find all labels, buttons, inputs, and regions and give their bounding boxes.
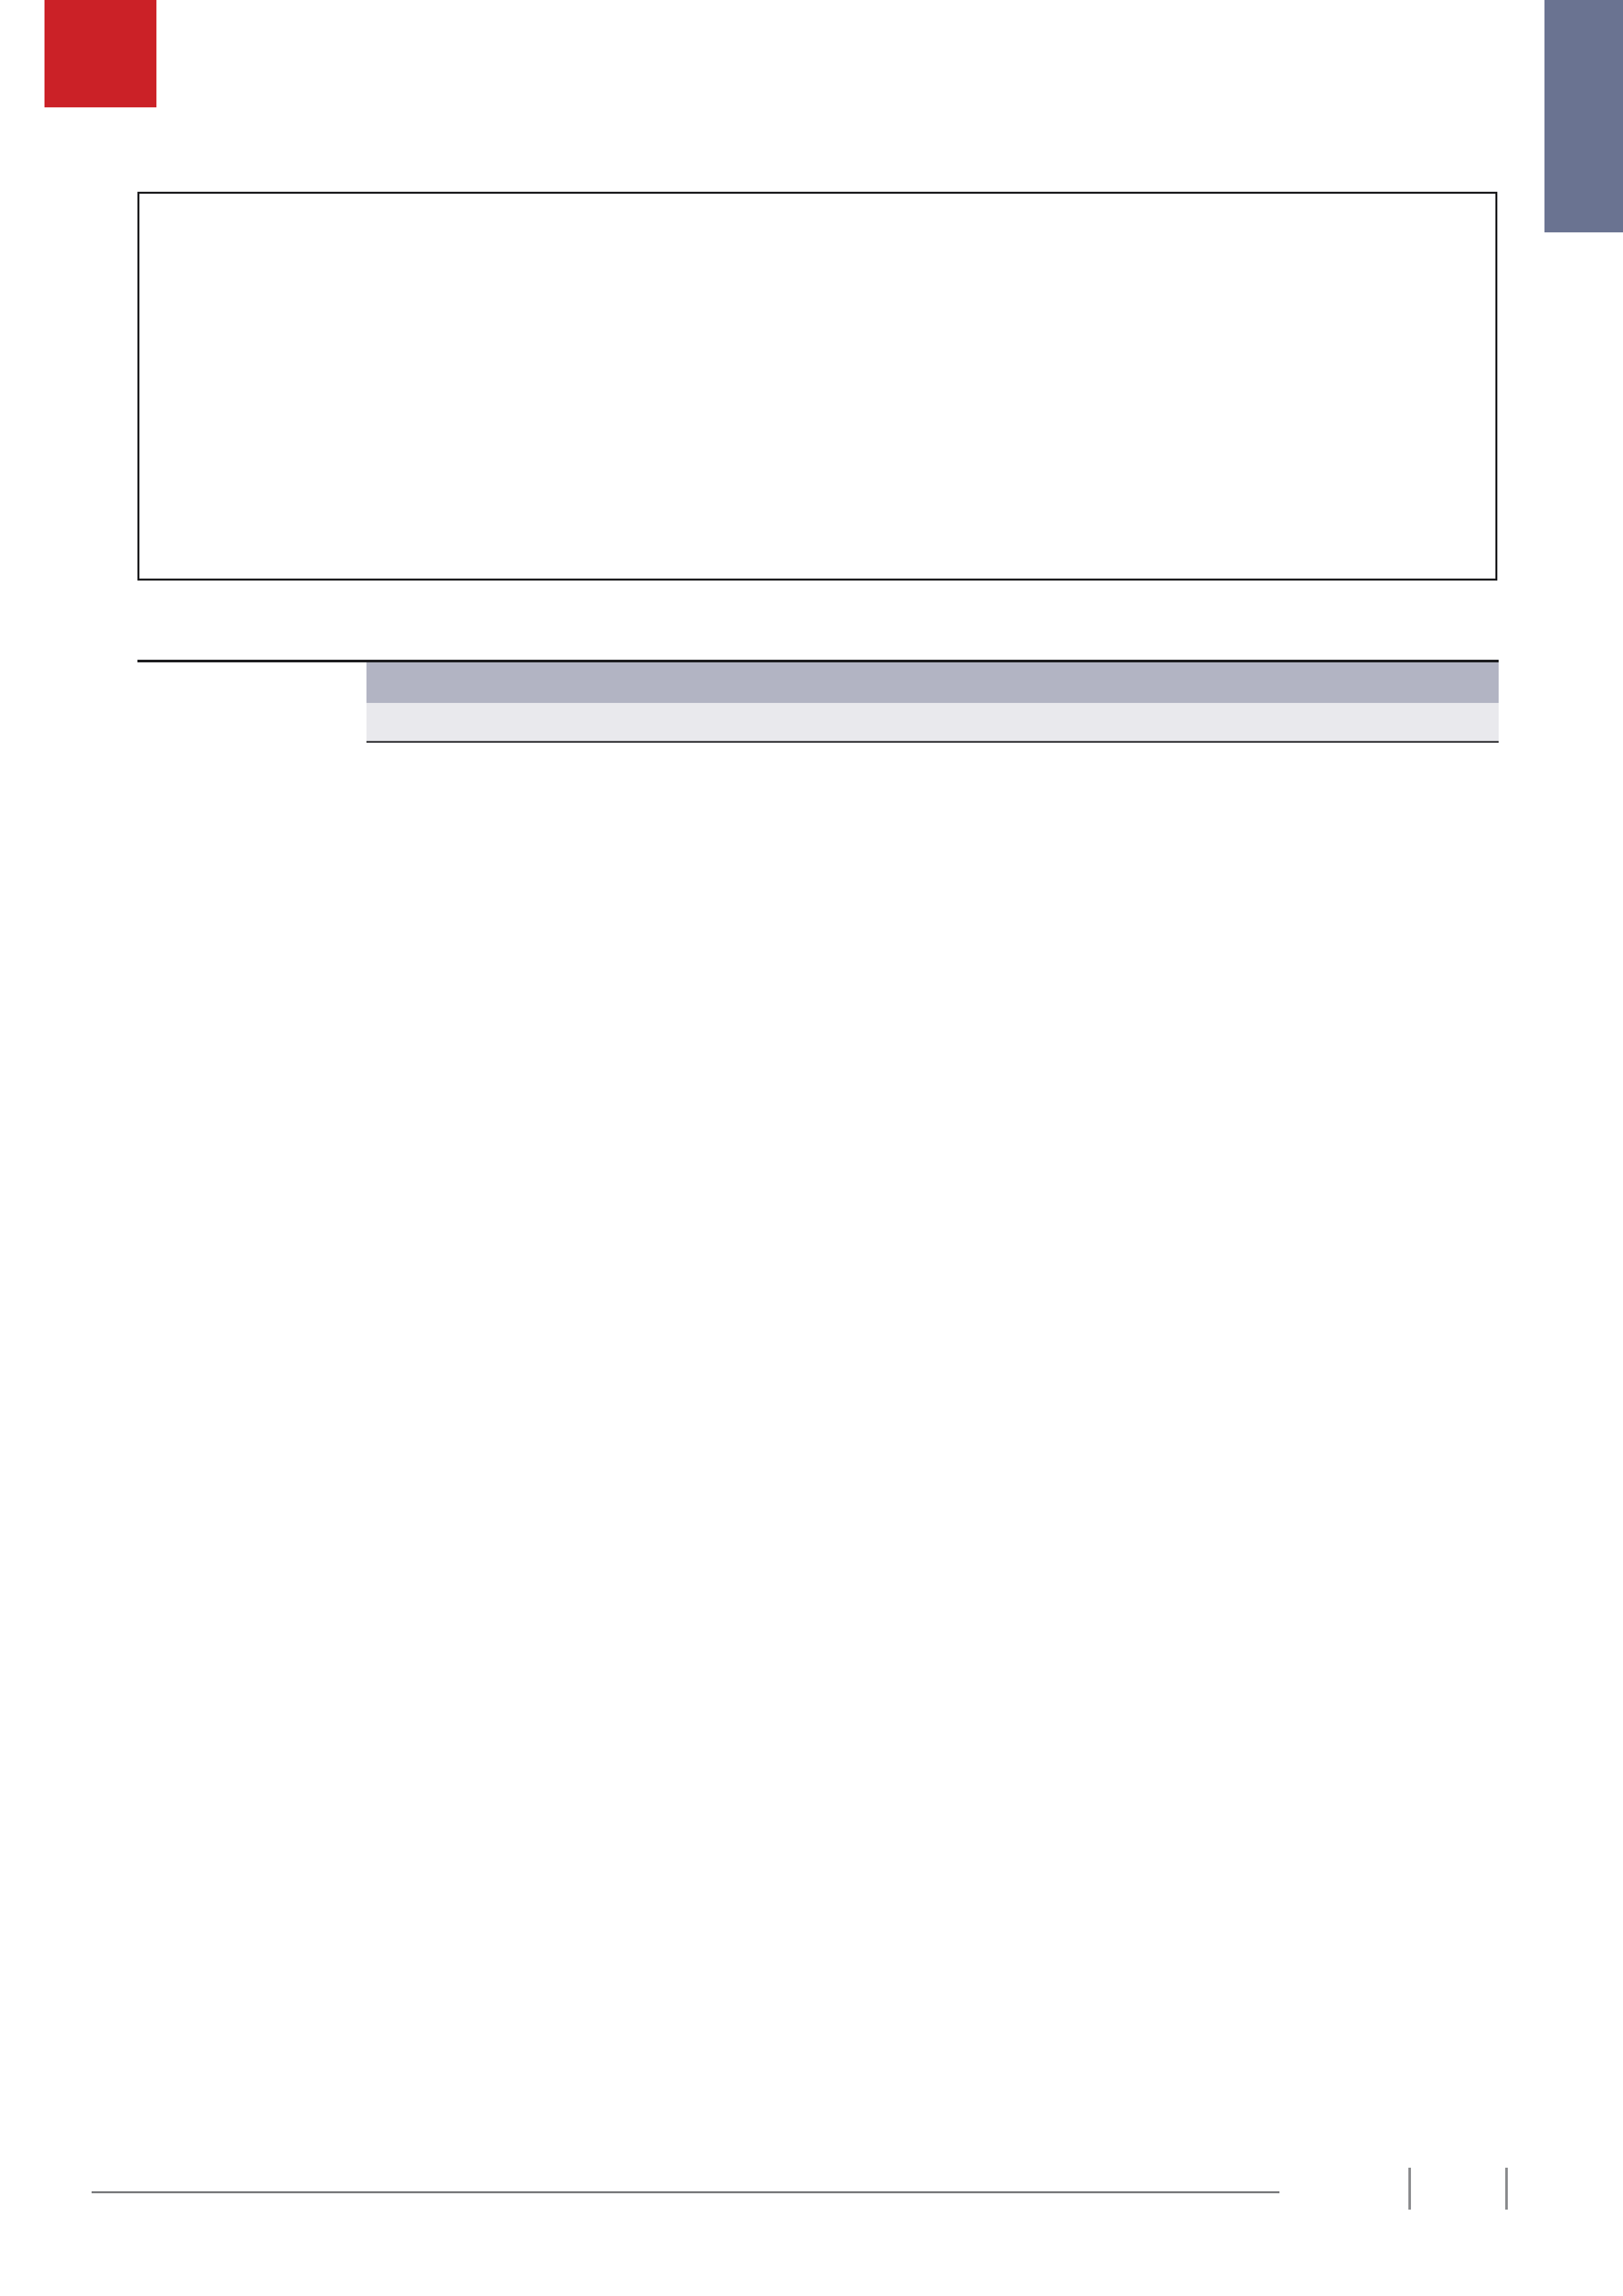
internal-section-box <box>137 192 1497 581</box>
table-column-header-row <box>366 703 1499 743</box>
section-tab-label <box>1544 0 1623 232</box>
section-tab-thread-turning-inserts[interactable] <box>1544 0 1623 232</box>
table-group-header-row <box>366 662 1499 703</box>
footer-rule <box>92 2191 1279 2193</box>
page-corner-marker <box>45 0 156 107</box>
page-title <box>139 128 1251 168</box>
footer-divider-2 <box>1505 2168 1508 2210</box>
footer-divider-1 <box>1408 2168 1411 2210</box>
